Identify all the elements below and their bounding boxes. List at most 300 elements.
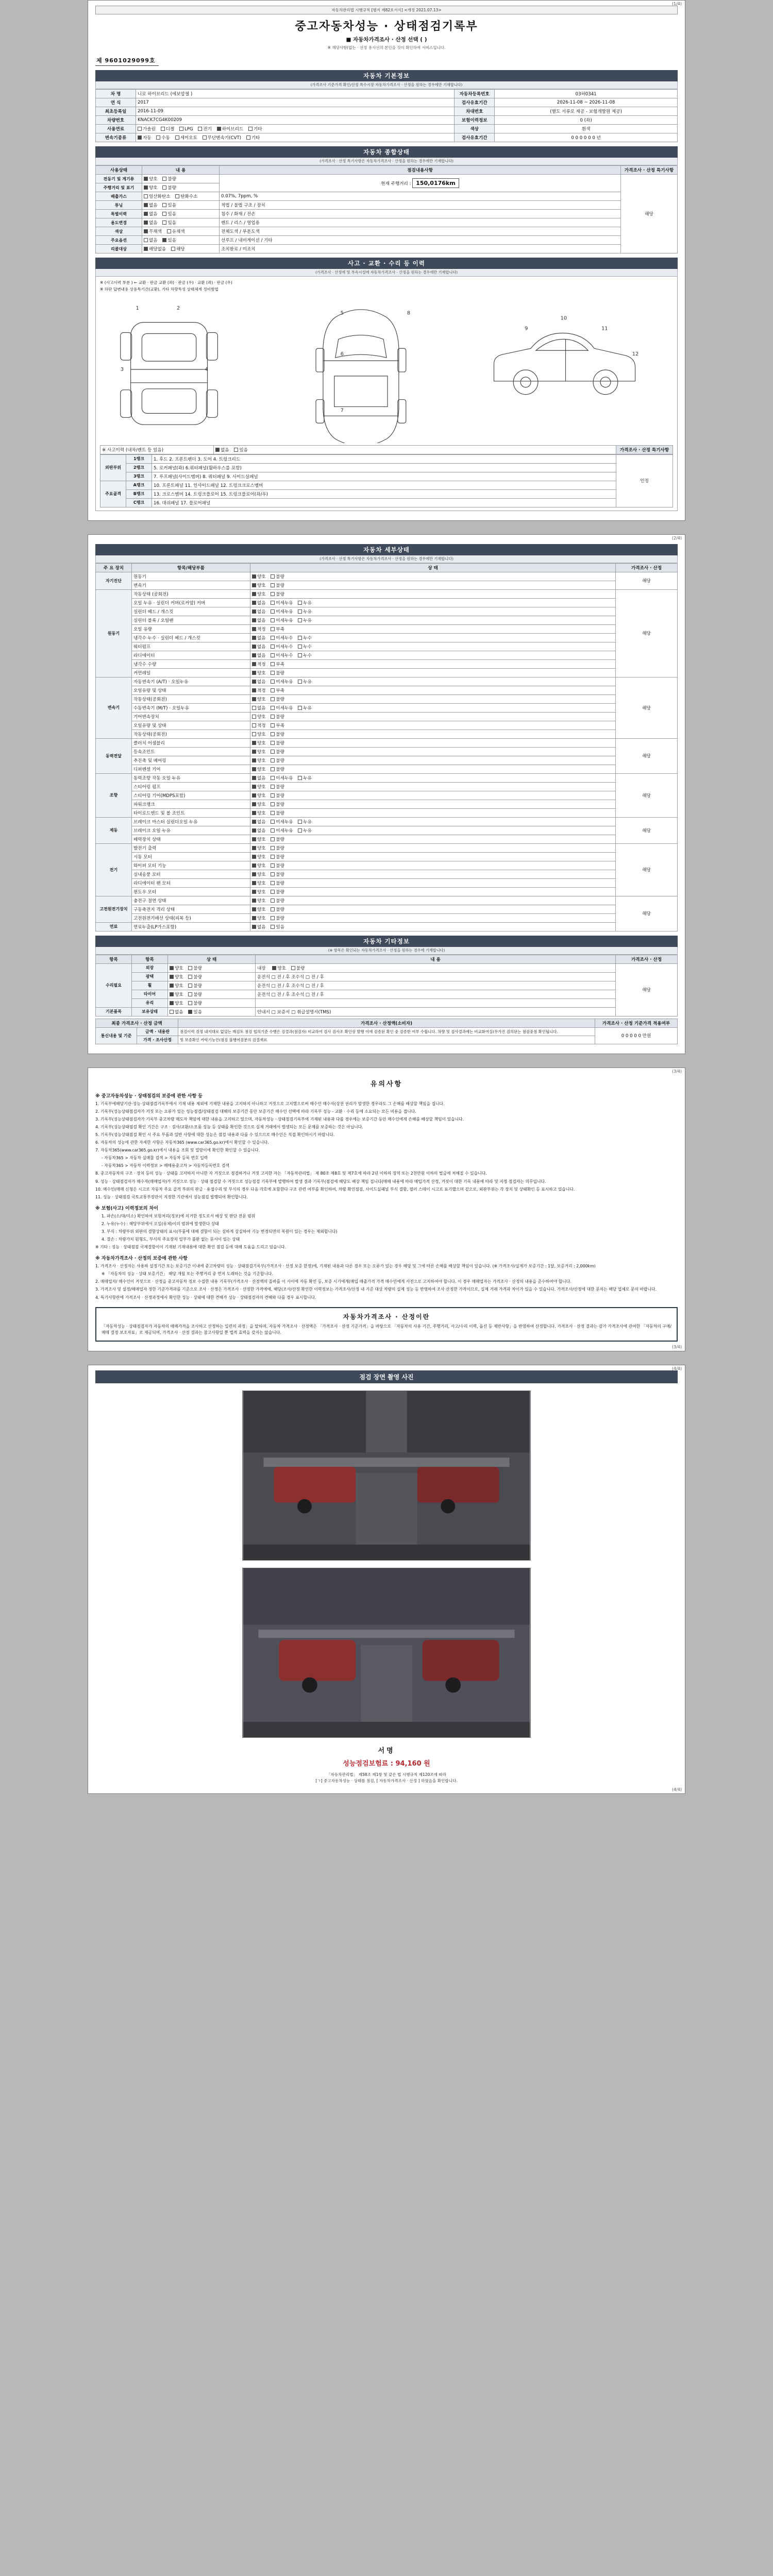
part-label: 변속기 <box>132 581 250 589</box>
opt-good[interactable]: 양호 <box>252 696 266 702</box>
opt-ok[interactable]: 적정 <box>252 722 266 728</box>
opt-good[interactable]: 양호 <box>252 573 266 580</box>
state-options[interactable] <box>250 878 616 887</box>
opt-bad[interactable]: 불량 <box>188 1000 202 1006</box>
opt-good[interactable]: 양호 <box>252 792 266 799</box>
part-label: 라디에이터 팬 모터 <box>132 878 250 887</box>
opt-bad[interactable]: 불량 <box>271 915 284 921</box>
opt-bad[interactable]: 불량 <box>162 184 176 191</box>
opt-exist[interactable]: 있음 <box>188 1009 202 1015</box>
opt-bad[interactable]: 불량 <box>271 871 284 877</box>
state-options[interactable] <box>250 738 616 747</box>
others-group-repair: 수리필요 <box>96 963 132 1007</box>
state-options[interactable] <box>250 782 616 791</box>
table-row-fuel <box>96 125 678 133</box>
others-content[interactable] <box>256 963 616 972</box>
opt-none[interactable]: 없음 <box>252 924 266 930</box>
group-engine: 원동기 <box>96 589 132 677</box>
opt-co[interactable]: 일산화탄소 <box>144 193 171 199</box>
opt-exist[interactable]: 있음 <box>234 447 248 453</box>
state-options[interactable] <box>250 887 616 896</box>
opt-good[interactable]: 양호 <box>252 731 266 737</box>
fuel-option-lpg[interactable]: LPG <box>179 127 193 132</box>
opt-good[interactable]: 양호 <box>252 880 266 886</box>
opt-good[interactable]: 양호 <box>170 965 183 971</box>
col-part: 항목/해당부품 <box>132 563 250 572</box>
table-row <box>96 236 678 245</box>
opt-bad[interactable]: 불량 <box>271 784 284 790</box>
opt-good[interactable]: 양호 <box>252 766 266 772</box>
opt-seep[interactable]: 미세누유 <box>271 679 293 685</box>
opt-good[interactable]: 양호 <box>272 965 286 971</box>
opt-leak[interactable]: 누유 <box>298 617 312 623</box>
row-value-2: 03허0341 <box>495 90 678 98</box>
opt-good[interactable]: 양호 <box>252 845 266 851</box>
fuel-option-etc[interactable]: 기타 <box>248 126 262 132</box>
opt-bad[interactable]: 불량 <box>271 714 284 720</box>
table-row <box>96 782 678 791</box>
notice-item: 4. 기록부(성능상태점검 확인 기간은 구조 · 검사/교환/소모품 성능 등 상태를 확인한 것으로 실제 거래에서 발생되는 모든 문제를 보증하는 것은 아닙니다. <box>95 1125 363 1130</box>
opt-good[interactable]: 양호 <box>252 591 266 597</box>
opt-seep[interactable]: 미세누유 <box>271 705 293 711</box>
others-options[interactable] <box>168 990 256 998</box>
opt-none[interactable]: 없음 <box>252 617 266 623</box>
opt-none[interactable]: 없음 <box>144 202 158 208</box>
svg-text:9: 9 <box>525 326 528 332</box>
opt-good[interactable]: 양호 <box>252 862 266 869</box>
group-transmission: 변속기 <box>96 677 132 738</box>
part-label: 와이퍼 모터 기능 <box>132 861 250 870</box>
insurance-label: 보험이력정보 <box>455 116 495 125</box>
group-price-note: 해당 <box>616 896 678 931</box>
others-options[interactable] <box>168 963 256 972</box>
state-options[interactable] <box>250 835 616 843</box>
state-options[interactable] <box>250 913 616 922</box>
state-options[interactable] <box>250 668 616 677</box>
opt-ok[interactable]: 적정 <box>252 661 266 667</box>
others-options[interactable] <box>168 998 256 1007</box>
opt-exist[interactable]: 있음 <box>162 211 176 217</box>
trans-option-auto[interactable]: 자동 <box>138 134 152 141</box>
opt-bad[interactable]: 불량 <box>271 889 284 895</box>
row-options[interactable] <box>142 210 220 218</box>
opt-good[interactable]: 양호 <box>170 974 183 980</box>
opt-none[interactable]: 없음 <box>252 600 266 606</box>
col-detail: 점검내용사항 <box>220 166 621 175</box>
table-row <box>96 913 678 922</box>
overall-state-table <box>95 165 678 253</box>
opt-none[interactable]: 없음 <box>252 679 266 685</box>
state-options[interactable] <box>250 861 616 870</box>
state-options[interactable] <box>250 808 616 817</box>
mileage-prefix: 현재 주행거리 : <box>381 181 411 187</box>
others-content: 안내서 □ 보증서 □ 취급설명서(TMS) <box>256 1007 616 1016</box>
group-powertrain: 동력전달 <box>96 738 132 773</box>
opt-leak[interactable]: 누유 <box>298 679 312 685</box>
opt-none[interactable]: 없음 <box>252 643 266 650</box>
others-options[interactable] <box>168 1007 256 1016</box>
state-options[interactable] <box>250 598 616 607</box>
part-label: 오일 누유 · 실린더 커버(로커암) 커버 <box>132 598 250 607</box>
table-row <box>96 616 678 624</box>
fuel-option-gasoline[interactable]: 가솔린 <box>138 126 156 132</box>
row-options[interactable] <box>142 192 220 201</box>
opt-good[interactable]: 양호 <box>170 1000 183 1006</box>
opt-bad[interactable]: 불량 <box>271 836 284 842</box>
opt-none[interactable]: 없음 <box>170 1009 183 1015</box>
opt-leak[interactable]: 누유 <box>298 608 312 615</box>
table-row <box>96 659 678 668</box>
trans-option-etc[interactable]: 기타 <box>246 134 260 141</box>
opt-seep[interactable]: 미세누유 <box>271 775 293 781</box>
opt-bad[interactable]: 불량 <box>188 965 202 971</box>
opt-good[interactable]: 양호 <box>252 714 266 720</box>
final-price-check-right: 가격조사 · 산정 기준가격 적용여부 <box>595 1019 678 1027</box>
opt-seep[interactable]: 미세누유 <box>271 617 293 623</box>
opt-good[interactable]: 양호 <box>252 801 266 807</box>
opt-none[interactable]: 없음 <box>144 237 158 243</box>
opt-low[interactable]: 부족 <box>271 687 284 693</box>
opt-seep[interactable]: 미세누수 <box>271 635 293 641</box>
opt-leak[interactable]: 누유 <box>298 819 312 825</box>
others-options[interactable] <box>168 981 256 990</box>
others-options[interactable] <box>168 972 256 981</box>
part-label: 추진축 및 베어링 <box>132 756 250 765</box>
state-options[interactable] <box>250 817 616 826</box>
state-options[interactable] <box>250 616 616 624</box>
document-subnote: ※ 해당사항(없는 · 선정 용사선의 본인을 것이 확인하여 서비스입니다. <box>327 45 446 50</box>
opt-none[interactable]: 없음 <box>252 652 266 658</box>
opt-good[interactable]: 양호 <box>252 871 266 877</box>
opt-bad[interactable]: 불량 <box>271 897 284 904</box>
state-options[interactable] <box>250 905 616 913</box>
fuel-options[interactable] <box>136 125 455 133</box>
row-detail: 렌트 / 리스 / 영업용 <box>220 218 621 227</box>
opt-good[interactable]: 양호 <box>170 982 183 989</box>
table-row <box>96 1036 678 1044</box>
opt-exist[interactable]: 있음 <box>271 924 284 930</box>
others-table <box>95 955 678 1016</box>
state-options[interactable] <box>250 703 616 712</box>
insurance-value: (별도 서류로 제공 - 보험개발원 제공) <box>495 107 678 116</box>
opt-seep[interactable]: 미세누유 <box>271 600 293 606</box>
opt-exist[interactable]: 있음 <box>162 219 176 226</box>
state-options[interactable] <box>250 773 616 782</box>
notice-item: 3. 기록부(성능상태점검자가 기록부 중고차량 매도자 책임에 대한 내용을 고지하고 있으며, 자동차성능 · 상태점검기록부에 기재된 내용과 다를 경우에는 보증기간 동안 매수인에게 손해를 배상할 책임이 있습니다. <box>95 1116 464 1122</box>
state-options[interactable] <box>250 694 616 703</box>
row-label: 차 명 <box>96 90 136 98</box>
others-group-basic: 기본품목 <box>96 1007 132 1016</box>
state-options[interactable] <box>250 624 616 633</box>
opt-seep[interactable]: 미세누유 <box>271 827 293 834</box>
opt-ok[interactable]: 적정 <box>252 687 266 693</box>
state-options[interactable] <box>250 712 616 721</box>
opt-bad[interactable]: 불량 <box>271 792 284 799</box>
state-options[interactable] <box>250 642 616 651</box>
opt-bad[interactable]: 불량 <box>188 991 202 997</box>
opt-bad[interactable]: 불량 <box>162 176 176 182</box>
opt-good[interactable]: 양호 <box>252 740 266 746</box>
state-options[interactable] <box>250 843 616 852</box>
opt-good[interactable]: 양호 <box>252 906 266 912</box>
row-value: 2016-11-09 <box>136 107 455 116</box>
opt-bad[interactable]: 불량 <box>271 862 284 869</box>
opt-bad[interactable]: 불량 <box>271 731 284 737</box>
state-options[interactable] <box>250 765 616 773</box>
opt-chromatic[interactable]: 유채색 <box>167 228 185 234</box>
form-legal-note: 자동차관리법 시행규칙 [별지 제82호서식] <개정 2021.07.13> <box>95 6 678 14</box>
notice-subheading-2: ※ 기타 : 성능 · 상태점검 국제결함이이 기재된 기재내용에 대한 확인 점검 등에 대해 도움을 드리고 있습니다. <box>95 1245 287 1250</box>
others-content: 운전석 □ 전 / 후 조수석 □ 전 / 후 <box>256 972 616 981</box>
opt-bad[interactable]: 불량 <box>271 810 284 816</box>
opt-leak[interactable]: 누수 <box>298 635 312 641</box>
others-part: 타이어 <box>132 990 168 998</box>
row-label: 용도변경 <box>96 218 142 227</box>
part-label: 워터펌프 <box>132 642 250 651</box>
accident-foot-options[interactable] <box>214 445 616 454</box>
opt-good[interactable]: 양호 <box>252 749 266 755</box>
state-options[interactable] <box>250 677 616 686</box>
opt-good[interactable]: 양호 <box>252 836 266 842</box>
table-row <box>96 738 678 747</box>
opt-good[interactable]: 양호 <box>252 915 266 921</box>
opt-leak[interactable]: 누유 <box>298 600 312 606</box>
opt-low[interactable]: 부족 <box>271 722 284 728</box>
opt-good[interactable]: 양호 <box>144 176 158 182</box>
state-options[interactable] <box>250 633 616 642</box>
group-price-note: 해당 <box>616 738 678 773</box>
opt-none[interactable]: 없음 <box>144 211 158 217</box>
state-options[interactable] <box>250 922 616 931</box>
table-row <box>96 756 678 765</box>
part-label: 시동 모터 <box>132 852 250 861</box>
opt-none[interactable]: 없음 <box>252 635 266 641</box>
table-row <box>100 481 673 489</box>
section-accident-title: 사고 · 교환 · 수리 등 이력 <box>95 258 678 269</box>
trans-option-cvt[interactable]: 무단변속기(CVT) <box>203 134 241 141</box>
transmission-options[interactable] <box>136 133 455 142</box>
inspection-photo-1 <box>242 1391 531 1561</box>
page-title: 중고자동차성능 · 상태점검기록부 <box>295 20 478 33</box>
state-options[interactable] <box>250 826 616 835</box>
opt-achromatic[interactable]: 무채색 <box>144 228 162 234</box>
fuel-option-diesel[interactable]: 디젤 <box>161 126 175 132</box>
row-label: 리콜대상 <box>96 245 142 253</box>
final-price-check-left: 가격조사 · 산정액(소비자) <box>178 1019 595 1027</box>
opt-bad[interactable]: 불량 <box>271 582 284 588</box>
opt-ok[interactable]: 적정 <box>252 626 266 632</box>
car-diagram-area <box>95 277 678 511</box>
opt-hc[interactable]: 탄화수소 <box>175 193 197 199</box>
row-options[interactable] <box>142 183 220 192</box>
fuel-option-electric[interactable]: 전기 <box>198 126 212 132</box>
opt-leak[interactable]: 누유 <box>298 705 312 711</box>
trans-option-semi[interactable]: 세미오토 <box>175 134 197 141</box>
transmission-label: 변속기종류 <box>96 133 136 142</box>
opt-none[interactable]: 없음 <box>252 827 266 834</box>
panel-rank-table <box>100 454 673 507</box>
overall-price-note: 해당 <box>621 175 678 253</box>
final-price-row-label: 통신내용 및 기준 <box>96 1027 137 1044</box>
opt-bad[interactable]: 불량 <box>271 757 284 764</box>
opt-good[interactable]: 양호 <box>252 784 266 790</box>
notice-sub-item: 2. 누유(누수) : 해당부위에서 오일(유체)이의 범위에 발생한다 상태 <box>102 1221 219 1226</box>
row-label-2: 검사유효기간 <box>455 98 495 107</box>
state-options[interactable] <box>250 800 616 808</box>
others-price-note: 해당 <box>616 963 678 1016</box>
panel-sign: 인정 <box>616 454 673 507</box>
notice-subheading-1: ※ 보험(사고) 이력정보의 차이 <box>95 1206 159 1211</box>
part-label: 등속조인트 <box>132 747 250 756</box>
notice-item: 2. 기록부(성능상태점검자가 거짓 또는 오류가 있는 성능점검/상태점검 대해의 보증기간 동안 보증기간 매수인 선택에 따라 기록부 성능 - 교환 · 수리 등에 소요되는 모든 비용을 집니다. <box>95 1109 416 1114</box>
opt-seep[interactable]: 미세누유 <box>271 608 293 615</box>
opt-good[interactable]: 양호 <box>252 582 266 588</box>
col-item: 항목 <box>96 955 132 963</box>
state-options[interactable] <box>250 730 616 738</box>
state-options[interactable] <box>250 791 616 800</box>
opt-leak[interactable]: 누수 <box>298 643 312 650</box>
others-part: 보유상태 <box>132 1007 168 1016</box>
opt-leak[interactable]: 누유 <box>298 827 312 834</box>
fuel-option-hybrid[interactable]: 하이브리드 <box>217 126 244 132</box>
opt-bad[interactable]: 불량 <box>271 573 284 580</box>
row-options[interactable] <box>142 175 220 183</box>
state-options[interactable] <box>250 852 616 861</box>
opt-good[interactable]: 양호 <box>252 757 266 764</box>
part-label: 오일유량 및 상태 <box>132 686 250 694</box>
col-content: 내 용 <box>256 955 616 963</box>
part-label: 스티어링 펌프 <box>132 782 250 791</box>
notice-item: 6. 자동차의 성능에 관한 자세한 사항은 자동차365 (www.car365.go.kr)에서 확인할 수 있습니다. <box>95 1140 269 1145</box>
opt-seep[interactable]: 미세누수 <box>271 652 293 658</box>
opt-none[interactable]: 없음 <box>252 775 266 781</box>
col-price-note: 가격조사 · 산정 <box>616 563 678 572</box>
opt-good[interactable]: 양호 <box>252 670 266 676</box>
table-row <box>96 686 678 694</box>
state-options[interactable] <box>250 607 616 616</box>
part-label: 오일 유량 <box>132 624 250 633</box>
col-item-sub: 항목 <box>132 955 168 963</box>
opt-bad[interactable]: 불량 <box>271 906 284 912</box>
opt-bad[interactable]: 불량 <box>271 845 284 851</box>
opt-bad[interactable]: 불량 <box>271 749 284 755</box>
opt-not-applicable[interactable]: 해당없음 <box>144 246 166 252</box>
part-label: 연료누출(LP가스포함) <box>132 922 250 931</box>
row-options[interactable] <box>142 201 220 210</box>
opt-good[interactable]: 양호 <box>170 991 183 997</box>
state-options[interactable] <box>250 686 616 694</box>
row-options[interactable] <box>142 236 220 245</box>
opt-applicable[interactable]: 해당 <box>171 246 185 252</box>
opt-none[interactable]: 없음 <box>252 705 266 711</box>
state-options[interactable] <box>250 896 616 905</box>
row-options[interactable] <box>142 218 220 227</box>
row-options[interactable] <box>142 245 220 253</box>
panel-rank: 3랭크 <box>126 472 152 481</box>
opt-bad[interactable]: 불량 <box>271 854 284 860</box>
opt-bad[interactable]: 불량 <box>271 696 284 702</box>
table-row <box>96 572 678 581</box>
opt-bad[interactable]: 불량 <box>291 965 305 971</box>
opt-bad[interactable]: 불량 <box>271 740 284 746</box>
group-price-note: 해당 <box>616 773 678 817</box>
part-label: 라디에이터 <box>132 651 250 659</box>
section-detail-title: 자동차 세부상태 <box>95 544 678 555</box>
part-label: 작동상태 (공회전) <box>132 589 250 598</box>
state-options[interactable] <box>250 756 616 765</box>
opt-seep[interactable]: 미세누유 <box>271 819 293 825</box>
state-options[interactable] <box>250 651 616 659</box>
page-1 <box>88 0 685 521</box>
opt-none[interactable]: 없음 <box>144 219 158 226</box>
group-price-note: 해당 <box>616 817 678 843</box>
opt-good[interactable]: 양호 <box>252 897 266 904</box>
opt-none[interactable]: 없음 <box>252 819 266 825</box>
state-options[interactable] <box>250 581 616 589</box>
part-label: 작동상태(공회전) <box>132 694 250 703</box>
opt-bad[interactable]: 불량 <box>271 670 284 676</box>
table-row <box>96 721 678 730</box>
notice-sub-item: 1. 파손(소/대/미소) 확인하여 보험처리(정보)에 의거한 정도로서 배상 및 판단 전문 범위 <box>102 1213 256 1218</box>
opt-bad[interactable]: 불량 <box>271 801 284 807</box>
panel-items: 1. 후드 2. 프론트펜더 3. 도어 4. 트렁크리드 <box>152 454 616 463</box>
section-overall-title: 자동차 종합상태 <box>95 146 678 158</box>
table-row <box>96 218 678 227</box>
opt-none[interactable]: 없음 <box>252 608 266 615</box>
state-options[interactable] <box>250 747 616 756</box>
part-label: 원동기 <box>132 572 250 581</box>
table-row <box>100 489 673 498</box>
opt-low[interactable]: 부족 <box>271 626 284 632</box>
trans-option-manual[interactable]: 수동 <box>156 134 170 141</box>
page-3 <box>88 1067 685 1351</box>
opt-leak[interactable]: 누유 <box>298 775 312 781</box>
opt-good[interactable]: 양호 <box>144 184 158 191</box>
opt-good[interactable]: 양호 <box>252 854 266 860</box>
opt-exist[interactable]: 있음 <box>162 202 176 208</box>
state-options[interactable] <box>250 572 616 581</box>
opt-bad[interactable]: 불량 <box>188 974 202 980</box>
state-options[interactable] <box>250 659 616 668</box>
opt-low[interactable]: 부족 <box>271 661 284 667</box>
state-options[interactable] <box>250 589 616 598</box>
row-options[interactable] <box>142 227 220 236</box>
table-row <box>96 1019 678 1027</box>
svg-text:10: 10 <box>560 315 567 321</box>
svg-text:8: 8 <box>407 310 411 316</box>
opt-bad[interactable]: 불량 <box>271 766 284 772</box>
opt-leak[interactable]: 누수 <box>298 652 312 658</box>
inspection-grade-value: 0 0 0 0 0 0 년 <box>495 133 678 142</box>
opt-good[interactable]: 양호 <box>252 889 266 895</box>
document-title-band <box>95 18 678 50</box>
svg-text:4: 4 <box>205 366 208 372</box>
photo-section-title: 점검 장면 촬영 사진 <box>95 1370 678 1383</box>
notice-heading-1: ※ 중고자동차성능 · 상태점검의 보증에 관한 사항 등 <box>95 1093 203 1099</box>
panel-items: 13. 크로스멤버 14. 트렁크플로어 15. 트렁크플로어(좌/우) <box>152 489 616 498</box>
state-options[interactable] <box>250 870 616 878</box>
notice-item: 9. 성능 · 상태점검자가 매수자(매매업자)가 거짓으로 성능 · 상태 점검할 수 거짓으로 성능점검 기록부에 발행하여 발생 결과 기록부(점검에 해당도 배상 책임 집니다(매매 내용에 따라 매입가격 산정, 거짓이 대한 기록 내용에 따라 및 지정 점검자는 의무입니다. <box>95 1179 546 1184</box>
opt-good[interactable]: 양호 <box>252 810 266 816</box>
opt-bad[interactable]: 불량 <box>271 591 284 597</box>
state-options[interactable] <box>250 721 616 730</box>
opt-none[interactable]: 없음 <box>215 447 229 453</box>
opt-exist[interactable]: 있음 <box>162 237 176 243</box>
opt-bad[interactable]: 불량 <box>271 880 284 886</box>
opt-seep[interactable]: 미세누수 <box>271 643 293 650</box>
opt-bad[interactable]: 불량 <box>188 982 202 989</box>
part-label: 수동변속기 (M/T) · 오일누유 <box>132 703 250 712</box>
